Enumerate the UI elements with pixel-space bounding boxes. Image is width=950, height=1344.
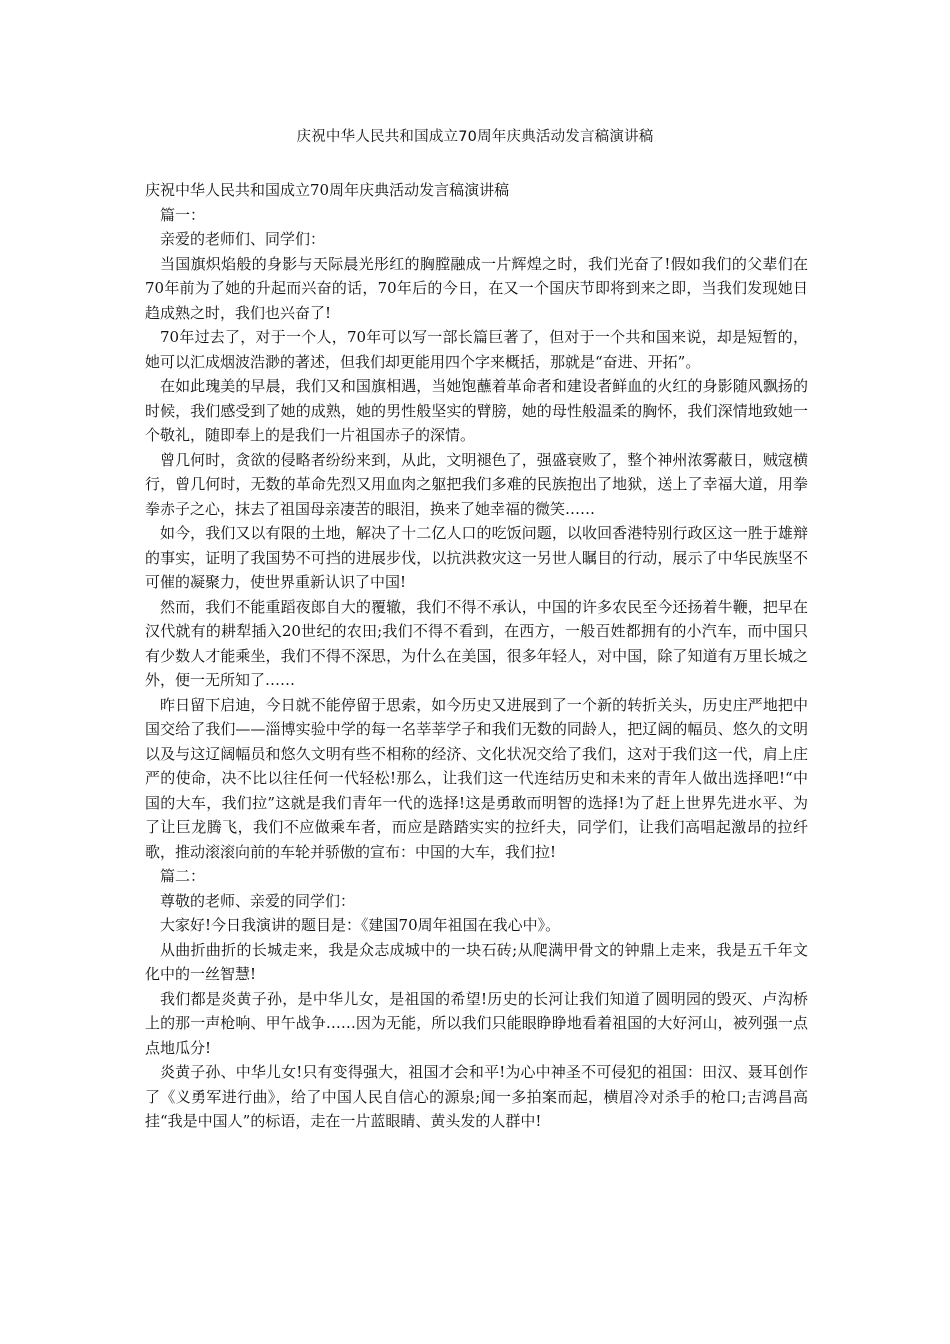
paragraph: 在如此瑰美的早晨，我们又和国旗相遇，当她饱蘸着革命者和建设者鲜血的火红的身影随风飘扬的时候，我们感受到了她的成熟，她的男性般坚实的臂膀，她的母性般温柔的胸怀，我们深情地致她一个敬礼，随即奉上的是我们一片祖国赤子的深情。 [145,377,808,444]
paragraph: 然而，我们不能重蹈夜郎自大的覆辙，我们不得不承认，中国的许多农民至今还扬着牛鞭，把早在汉代就有的耕犁插入20世纪的农田;我们不得不看到，在西方，一般百姓都拥有的小汽车，而中国只有少数人才能乘坐，我们不得不深思，为什么在美国，很多年轻人，对中国，除了知道有万里长城之外，便一无所知了…… [145,597,808,689]
paragraph: 炎黄子孙、中华儿女!只有变得强大，祖国才会和平!为心中神圣不可侵犯的祖国：田汉、聂耳创作了《义勇军进行曲》，给了中国人民自信心的源泉;闻一多拍案而起，横眉冷对杀手的枪口;吉鸿昌高挂“我是中国人”的标语，走在一片蓝眼睛、黄头发的人群中! [145,1063,808,1130]
paragraph: 大家好!今日我演讲的题目是：《建国70周年祖国在我心中》。 [160,916,561,934]
document-title: 庆祝中华人民共和国成立70周年庆典活动发言稿演讲稿 [296,129,654,145]
paragraph: 70年过去了，对于一个人，70年可以写一部长篇巨著了，但对于一个共和国来说，却是短暂的，她可以汇成烟波浩渺的著述，但我们却更能用四个字来概括，那就是“奋进、开拓”。 [145,328,808,371]
paragraph: 如今，我们又以有限的土地，解决了十二亿人口的吃饭问题，以收回香港特别行政区这一胜于雄辩的事实，证明了我国势不可挡的进展步伐，以抗洪救灾这一另世人瞩目的行动，展示了中华民族坚不可催的凝聚力，使世界重新认识了中国! [145,524,808,591]
paragraph: 当国旗炽焰般的身影与天际晨光彤红的胸膛融成一片辉煌之时，我们光奋了!假如我们的父辈们在70年前为了她的升起而兴奋的话，70年后的今日，在又一个国庆节即将到来之即，当我们发现她日趋成熟之时，我们也兴奋了! [145,254,808,322]
section-label-part-two: 篇二： [160,867,206,885]
document-body [145,178,808,1134]
paragraph: 从曲折曲折的长城走来，我是众志成城中的一块石砖;从爬满甲骨文的钟鼎上走来，我是五千年文化中的一丝智慧! [145,940,808,983]
salutation-part-one: 亲爱的老师们、同学们： [160,230,326,248]
paragraph: 我们都是炎黄子孙，是中华儿女，是祖国的希望!历史的长河让我们知道了圆明园的毁灭、卢沟桥上的那一声枪响、甲午战争……因为无能，所以我们只能眼睁睁地看着祖国的大好河山，被列强一点点地瓜分! [145,989,808,1057]
salutation-part-two: 尊敬的老师、亲爱的同学们： [160,891,356,910]
body-heading: 庆祝中华人民共和国成立70周年庆典活动发言稿演讲稿 [145,181,510,199]
paragraph: 曾几何时，贪欲的侵略者纷纷来到，从此，文明褪色了，强盛衰败了，整个神州浓雾蔽日，贼寇横行，曾几何时，无数的革命先烈又用血肉之躯把我们多难的民族抱出了地狱，送上了幸福大道，用拳拳赤子之心，抹去了祖国母亲凄苦的眼泪，换来了她幸福的微笑…… [145,450,808,518]
paragraph: 昨日留下启迪，今日就不能停留于思索，如今历史又进展到了一个新的转折关头，历史庄严地把中国交给了我们——淄博实验中学的每一名莘莘学子和我们无数的同龄人，把辽阔的幅员、悠久的文明以及与这辽阔幅员和悠久文明有些不相称的经济、文化状况交给了我们，这对于我们这一代，肩上庄严的使命，决不比以往任何一代轻松!那么，让我们这一代连结历史和未来的青年人做出选择吧!“中国的大车，我们拉”这就是我们青年一代的选择!这是勇敢而明智的选择!为了赶上世界先进水平、为了让巨龙腾飞，我们不应做乘车者，而应是踏踏实实的拉纤夫，同学们，让我们高唱起激昂的拉纤歌，推动滚滚向前的车轮并骄傲的宣布：中国的大车，我们拉! [145,695,808,861]
section-label-part-one: 篇一： [160,205,206,224]
